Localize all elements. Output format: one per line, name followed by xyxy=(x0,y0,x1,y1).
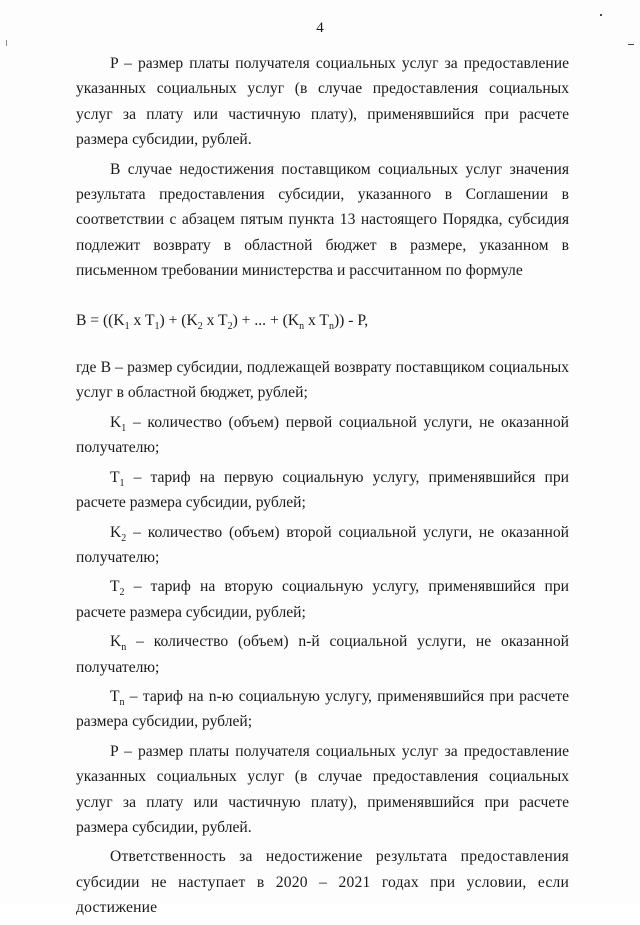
paragraph-p-definition: P – размер платы получателя социальных услуг за предоставление указанных социальных услуг (в случае предоставления социальных услуг за плату или частичную плату), применявшийся при расчете размера субсидии, рублей. xyxy=(76,55,569,149)
paragraph-p-definition-repeat: P – размер платы получателя социальных услуг за предоставление указанных социальных услуг (в случае предоставления социальных услуг за плату или частичную плату), применявшийся при расчете размера субсидии, рублей. xyxy=(76,742,569,836)
page-number: 4 xyxy=(316,20,324,36)
scan-mark-right-edge xyxy=(628,44,634,45)
paragraph-k1-definition: $K_1$ – количество (объем) первой социальной услуги, не оказанной получателю; xyxy=(76,413,569,457)
paragraph-refund-condition: В случае недостижения поставщиком социальных услуг значения результата предоставления субсидии, указанного в Соглашении в соответствии с абзацем пятым пункта 13 настоящего Порядка, субсидия подлежит возврату в областной бюджет в размере, указанном в письменном требовании министерства и рассчитанном по формуле xyxy=(76,160,569,280)
paragraph-k2-definition: $K_2$ – количество (объем) второй социальной услуги, не оказанной получателю; xyxy=(76,523,569,566)
paragraph-responsibility: Ответственность за недостижение результата предоставления субсидии не наступает в 2020 – 2021 годах при условии, если достижение xyxy=(76,848,569,917)
paragraph-t1-definition: $T_1$ – тариф на первую социальную услугу, применявшийся при расчете размера субсидии, рублей; xyxy=(76,468,569,512)
paragraph-kn-definition: $K_n$ – количество (объем) n-й социальной услуги, не оказанной получателю; xyxy=(76,633,569,676)
document-body xyxy=(76,51,569,925)
paragraph-b-definition: где B – размер субсидии, подлежащей возврату поставщиком социальных услуг в областной бюджет, рублей; xyxy=(76,359,569,402)
paragraph-tn-definition: $T_n$ – тариф на n-ю социальную услугу, применявшийся при расчете размера субсидии, рублей; xyxy=(76,687,569,731)
scan-mark-top-right xyxy=(600,14,602,16)
refund-formula: $B = ((K_1$ x $T_1) + (K_2$ x $T_2$) + ... + ($K_n$ x $T_n$)) - P, xyxy=(76,311,369,332)
paragraph-t2-definition: $T_2$ – тариф на вторую социальную услугу, применявшийся при расчете размера субсидии, рублей; xyxy=(76,578,569,621)
scan-mark-left-edge xyxy=(6,40,7,46)
